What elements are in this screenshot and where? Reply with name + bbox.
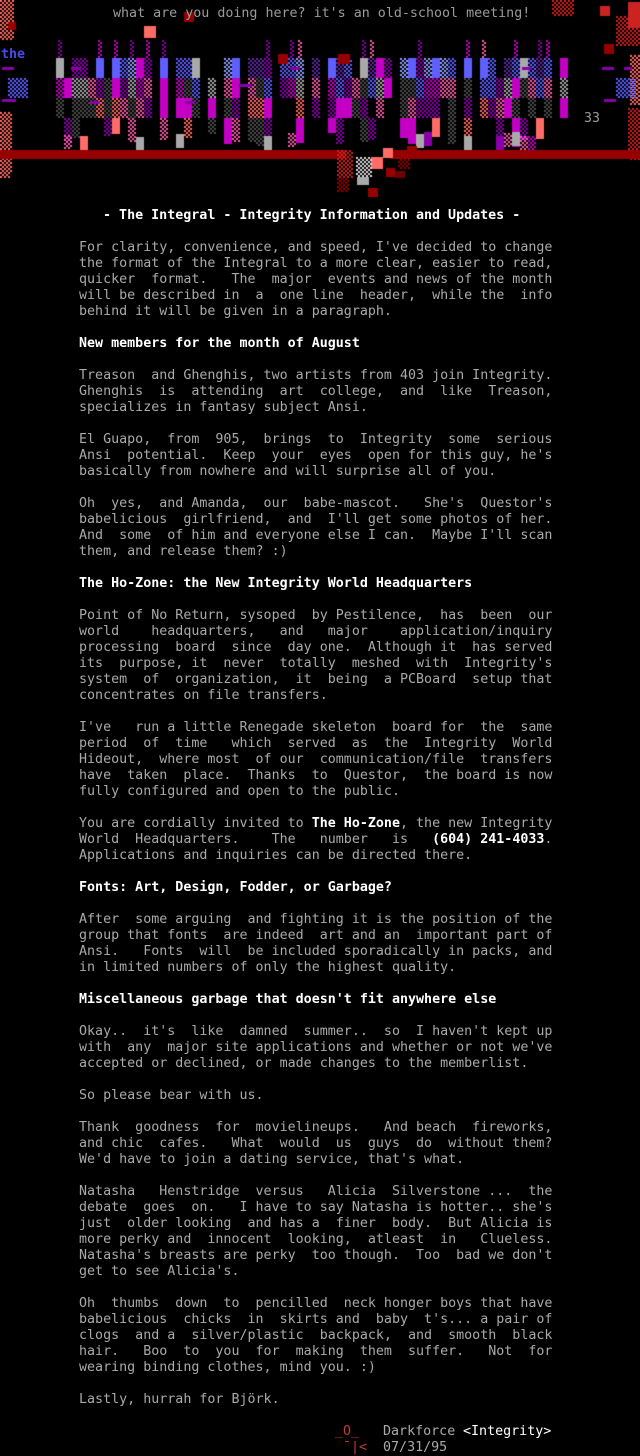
text-line: world headquarters, and major application/inquiry [79, 624, 553, 639]
text-line: behind it will be given in a paragraph. [79, 304, 392, 319]
text-line: El Guapo, from 905, brings to Integrity some serious [79, 432, 553, 447]
text-line: quicker format. The major events and news of the month [79, 272, 553, 287]
text-line: period of time which served as the Integrity World [79, 736, 553, 751]
paragraph [79, 1296, 640, 1376]
paragraph [79, 368, 640, 416]
text-line: For clarity, convenience, and speed, I've decided to change [79, 240, 553, 255]
article [79, 240, 640, 1408]
ansi-art-header [0, 0, 640, 200]
text-line: Point of No Return, sysoped by Pestilence, has been our [79, 608, 553, 623]
text-line: Treason and Ghenghis, two artists from 403 join Integrity. [79, 368, 553, 383]
header-caption: what are you doing here? it's an old-school meeting! [113, 6, 531, 21]
text-line: more perky and innocent looking, atleast in Clueless. [79, 1232, 553, 1247]
darkforce-glyph-bottom: ¯|< [343, 1440, 368, 1455]
text-line: group that fonts are indeed art and an important part of [79, 928, 553, 943]
text-line: accepted or declined, or made changes to the memberlist. [79, 1056, 529, 1071]
paragraph [79, 720, 640, 800]
text-line: Okay.. it's like damned summer.. so I haven't kept up [79, 1024, 553, 1039]
text-line: have taken place. Thanks to Questor, the board is now [79, 768, 553, 783]
text-line: World Headquarters. The number is (604) 241-4033. [79, 832, 553, 847]
paragraph [79, 1392, 640, 1408]
text-line: fully configured and open to the public. [79, 784, 400, 799]
text-line: will be described in a one line header, while the info [79, 288, 553, 303]
text-line: the format of the Integral to a more clear, easier to read, [79, 256, 553, 271]
text-line: basically from nowhere and will surprise all of you. [79, 464, 497, 479]
section-heading: The Ho-Zone: the New Integrity World Headquarters [79, 576, 473, 591]
text-line: processing board since day one. Although it has served [79, 640, 553, 655]
paragraph [79, 1120, 640, 1168]
text-line: Lastly, hurrah for Björk. [79, 1392, 280, 1407]
text-line: clogs and a silver/plastic backpack, and smooth black [79, 1328, 553, 1343]
page-title: - The Integral - Integrity Information and Updates - [103, 208, 521, 223]
text-line: Ghenghis is attending art college, and like Treason, [79, 384, 553, 399]
text-line: So please bear with us. [79, 1088, 264, 1103]
text-line: I've run a little Renegade skeleton board for the same [79, 720, 553, 735]
paragraph [79, 816, 640, 864]
text-line: system of organization, it being a PCBoard setup that [79, 672, 553, 687]
text-line: concentrates on file transfers. [79, 688, 328, 703]
header-page-number: 33 [584, 111, 601, 126]
signature-date: 07/31/95 [383, 1440, 448, 1455]
text-line: Thank goodness for movielineups. And beach fireworks, [79, 1120, 553, 1135]
text-line: babelicious girlfriend, and I'll get some photos of her. [79, 512, 553, 527]
signature [79, 1424, 640, 1456]
text-line: You are cordially invited to The Ho-Zone, the new Integrity [79, 816, 553, 831]
text-line: just older looking and has a finer body. But Alicia is [79, 1216, 553, 1231]
signature-group: <Integrity> [463, 1424, 552, 1439]
text-line: Hideout, where most of our communication/file transfers [79, 752, 553, 767]
text-line: Natasha Henstridge versus Alicia Silverstone ... the [79, 1184, 553, 1199]
paragraph [79, 608, 640, 704]
text-line: with any major site applications and whether or not we've [79, 1040, 553, 1055]
text-line: Oh thumbs down to pencilled neck honger boys that have [79, 1296, 553, 1311]
text-line: Oh yes, and Amanda, our babe-mascot. She's Questor's [79, 496, 553, 511]
text-line: hair. Boo to you for making them suffer. Not for [79, 1344, 553, 1359]
paragraph [79, 496, 640, 560]
text-line: its purpose, it never totally meshed with Integrity's [79, 656, 553, 671]
paragraph [79, 1024, 640, 1072]
text-line: Ansi. Fonts will be included sporadically in packs, and [79, 944, 553, 959]
paragraph [79, 240, 640, 320]
text-line: and chic cafes. What would us guys do without them? [79, 1136, 553, 1151]
darkforce-glyph-top: _O_ [335, 1424, 360, 1439]
paragraph [79, 432, 640, 480]
ansi-header [0, 0, 640, 200]
header-the-label: the [1, 47, 26, 62]
text-line: get to see Alicia's. [79, 1264, 240, 1279]
paragraph [79, 1184, 640, 1280]
article-area [0, 208, 640, 1456]
text-line: babelicious chicks in skirts and baby t's... a pair of [79, 1312, 553, 1327]
text-line: in limited numbers of only the highest quality. [79, 960, 457, 975]
signature-name: Darkforce [383, 1424, 456, 1439]
text-line: wearing binding clothes, mind you. :) [79, 1360, 376, 1375]
text-line: debate goes on. I have to say Natasha is hotter.. she's [79, 1200, 553, 1215]
section-heading: Miscellaneous garbage that doesn't fit anywhere else [79, 992, 497, 1007]
text-line: Applications and inquiries can be directed there. [79, 848, 473, 863]
paragraph [79, 1088, 640, 1104]
section-heading: New members for the month of August [79, 336, 360, 351]
paragraph [79, 912, 640, 976]
text-line: We'd have to join a dating service, that's what. [79, 1152, 465, 1167]
text-line: And some of him and everyone else I can. Maybe I'll scan [79, 528, 553, 543]
text-line: After some arguing and fighting it is the position of the [79, 912, 553, 927]
text-line: Ansi potential. Keep your eyes open for this guy, he's [79, 448, 553, 463]
text-line: specializes in fantasy subject Ansi. [79, 400, 368, 415]
text-line: them, and release them? :) [79, 544, 288, 559]
section-heading: Fonts: Art, Design, Fodder, or Garbage? [79, 880, 392, 895]
text-line: Natasha's breasts are perky too though. Too bad we don't [79, 1248, 553, 1263]
